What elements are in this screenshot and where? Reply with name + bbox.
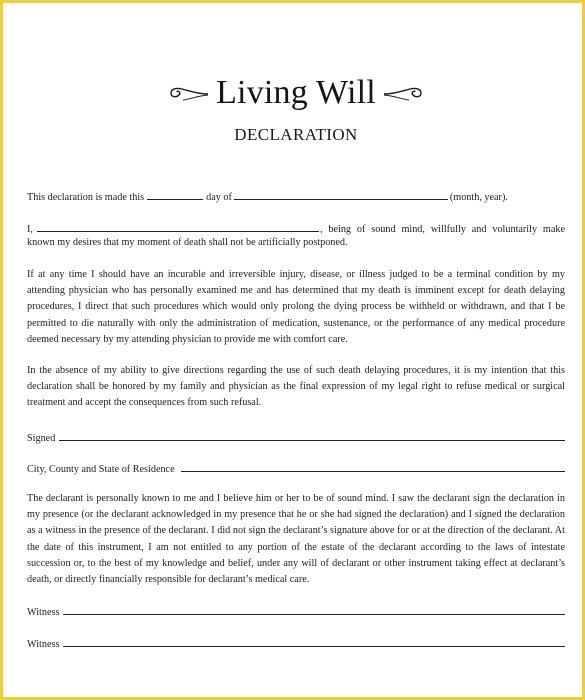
month-year-blank[interactable] (234, 189, 448, 200)
witness-2-field[interactable] (63, 636, 565, 647)
opening-text-1: This declaration is made this (27, 192, 145, 203)
intro-prefix: I, (27, 224, 33, 235)
left-flourish-icon (168, 80, 210, 106)
witness-1-row (27, 604, 565, 618)
residence-label: City, County and State of Residence (27, 464, 175, 475)
opening-text-3: (month, year). (449, 192, 508, 203)
intro-suffix: , being of sound mind, willfully and voluntarily make (319, 224, 565, 235)
signed-row (27, 430, 565, 444)
absence-paragraph: In the absence of my ability to give directions regarding the use of such death delaying procedures, it is my intention that this declaration shall be honored by my family and physician as the final expression of my legal right to refuse medical or surgical treatment and accept the consequences from such refusal. (27, 365, 565, 409)
signed-label: Signed (27, 433, 56, 444)
day-blank[interactable] (147, 189, 203, 200)
residence-field[interactable] (181, 461, 565, 472)
intro-line-2: known my desires that my moment of death shall not be artificially postponed. (27, 237, 348, 248)
residence-row (27, 461, 565, 475)
witness-2-label: Witness (27, 639, 60, 650)
opening-line (27, 189, 565, 203)
right-flourish-icon (382, 80, 424, 106)
witness-1-field[interactable] (63, 604, 565, 615)
signed-field[interactable] (59, 430, 565, 441)
title-block (27, 69, 565, 117)
witness-statement-paragraph: The declarant is personally known to me and I believe him or her to be of sound mind. I saw the declarant sign the declaration in my presence (or the declarant acknowledged in my presence that he or she had signed the declaration) and I signed the declaration as a witness in the presence of the declarant. I did not sign the declarant’s signature above for or at the direction of the declarant. At the date of this instrument, I am not entitled to any portion of the estate of the declarant according to the laws of intestate succession or, to the best of my knowledge and belief, under any will of declarant or other instrument taking effect at declarant’s death, or directly financially responsible for declarant’s medical care. (27, 493, 565, 586)
page-subtitle: DECLARATION (234, 125, 358, 144)
opening-text-2: day of (206, 192, 232, 203)
intro-line (27, 221, 565, 235)
witness-2-row (27, 636, 565, 650)
name-blank[interactable] (37, 221, 319, 232)
terminal-condition-paragraph: If at any time I should have an incurable and irreversible injury, disease, or illness judged to be a terminal condition by my attending physician who has personally examined me and has determined that my death is imminent except for death delaying procedures, I direct that such procedures which would only prolong the dying process be withheld or withdrawn, and that I be permitted to die naturally with only the administration of medication, sustenance, or the performance of any medical procedure deemed necessary by my attending physician to provide me with comfort care. (27, 269, 565, 345)
page-title: Living Will (216, 74, 376, 111)
witness-1-label: Witness (27, 607, 60, 618)
